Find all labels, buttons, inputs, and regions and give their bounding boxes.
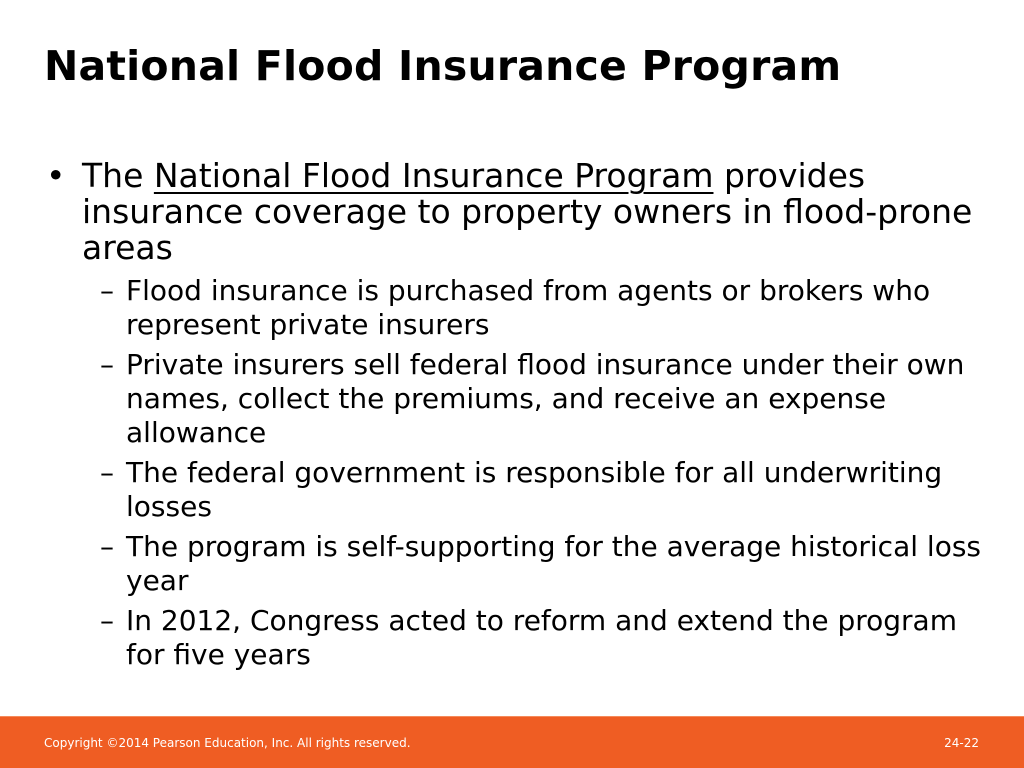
key-term: National Flood Insurance Program	[153, 156, 714, 195]
slide-title: National Flood Insurance Program	[44, 42, 842, 90]
slide-number: 24-22	[944, 736, 979, 750]
sub-bullet	[100, 274, 994, 342]
main-bullet-rest: provides insurance coverage to property owners in flood-prone areas	[82, 156, 973, 267]
sub-bullet-marker: –	[100, 456, 114, 489]
sub-bullet-text: In 2012, Congress acted to reform and extend the program for five years	[126, 604, 957, 671]
sub-bullet-marker: –	[100, 604, 114, 637]
sub-bullet-marker: –	[100, 348, 114, 381]
sub-bullet	[100, 456, 994, 524]
sub-bullet-text: Private insurers sell federal flood insurance under their own names, collect the premiums, and receive an expense allowance	[126, 348, 965, 449]
sub-bullet-text: The program is self-supporting for the average historical loss year	[126, 530, 981, 597]
sub-bullet-list	[44, 274, 994, 672]
main-bullet	[44, 158, 994, 266]
sub-bullet-text: Flood insurance is purchased from agents or brokers who represent private insurers	[126, 274, 931, 341]
sub-bullet	[100, 530, 994, 598]
sub-bullet	[100, 348, 994, 450]
copyright-notice: Copyright ©2014 Pearson Education, Inc. All rights reserved.	[44, 736, 411, 750]
sub-bullet-marker: –	[100, 530, 114, 563]
main-bullet-lead: The	[82, 156, 154, 195]
sub-bullet	[100, 604, 994, 672]
slide-body	[44, 158, 994, 678]
bullet-marker: •	[46, 156, 66, 195]
sub-bullet-text: The federal government is responsible for all underwriting losses	[126, 456, 943, 523]
footer-bar	[0, 716, 1024, 768]
sub-bullet-marker: –	[100, 274, 114, 307]
